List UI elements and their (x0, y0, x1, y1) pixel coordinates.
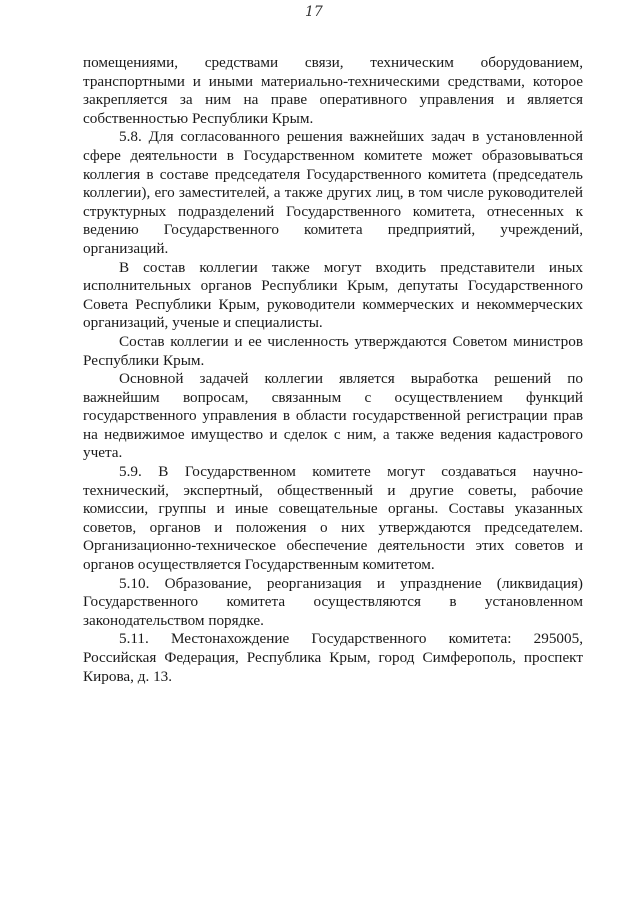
paragraph-5-10: 5.10. Образование, реорганизация и упразднение (ликвидация) Государственного комитета осуществляются в установленном законодательством порядке. (83, 574, 583, 629)
paragraph-5-9: 5.9. В Государственном комитете могут создаваться научно-технический, экспертный, общественный и другие советы, рабочие комиссии, группы и иные совещательные органы. Составы указанных советов, органов и положения о них утверждаются председателем. Организационно-техническое обеспечение деятельности этих советов и органов осуществляется Государственным комитетом. (83, 463, 583, 574)
paragraph-collegium-task: Основной задачей коллегии является выработка решений по важнейшим вопросам, связанным с осуществлением функций государственного управления в области государственной регистрации прав на недвижимое имущество и сделок с ним, а также ведения кадастрового учета. (83, 370, 583, 462)
page-number: 17 (305, 4, 323, 20)
paragraph-collegium-approval: Состав коллегии и ее численность утверждаются Советом министров Республики Крым. (83, 332, 583, 369)
paragraph-5-8: 5.8. Для согласованного решения важнейших задач в установленной сфере деятельности в Государственном комитете может образовываться коллегия в составе председателя Государственного комитета (председатель коллегии), его заместителей, а также других лиц, в том числе руководителей структурных подразделений Государственного комитета, отнесенных к ведению Государственного комитета предприятий, учреждений, организаций. (83, 128, 583, 257)
paragraph-continuation: помещениями, средствами связи, техническим оборудованием, транспортными и иными материально-техническими средствами, которое закрепляется за ним на праве оперативного управления и является собственностью Республики Крым. (83, 54, 583, 127)
document-body (83, 54, 583, 686)
paragraph-collegium-members: В состав коллегии также могут входить представители иных исполнительных органов Республики Крым, депутаты Государственного Совета Республики Крым, руководители коммерческих и некоммерческих организаций, ученые и специалисты. (83, 258, 583, 332)
paragraph-5-11: 5.11. Местонахождение Государственного комитета: 295005, Российская Федерация, Республика Крым, город Симферополь, проспект Кирова, д. 13. (83, 630, 583, 685)
